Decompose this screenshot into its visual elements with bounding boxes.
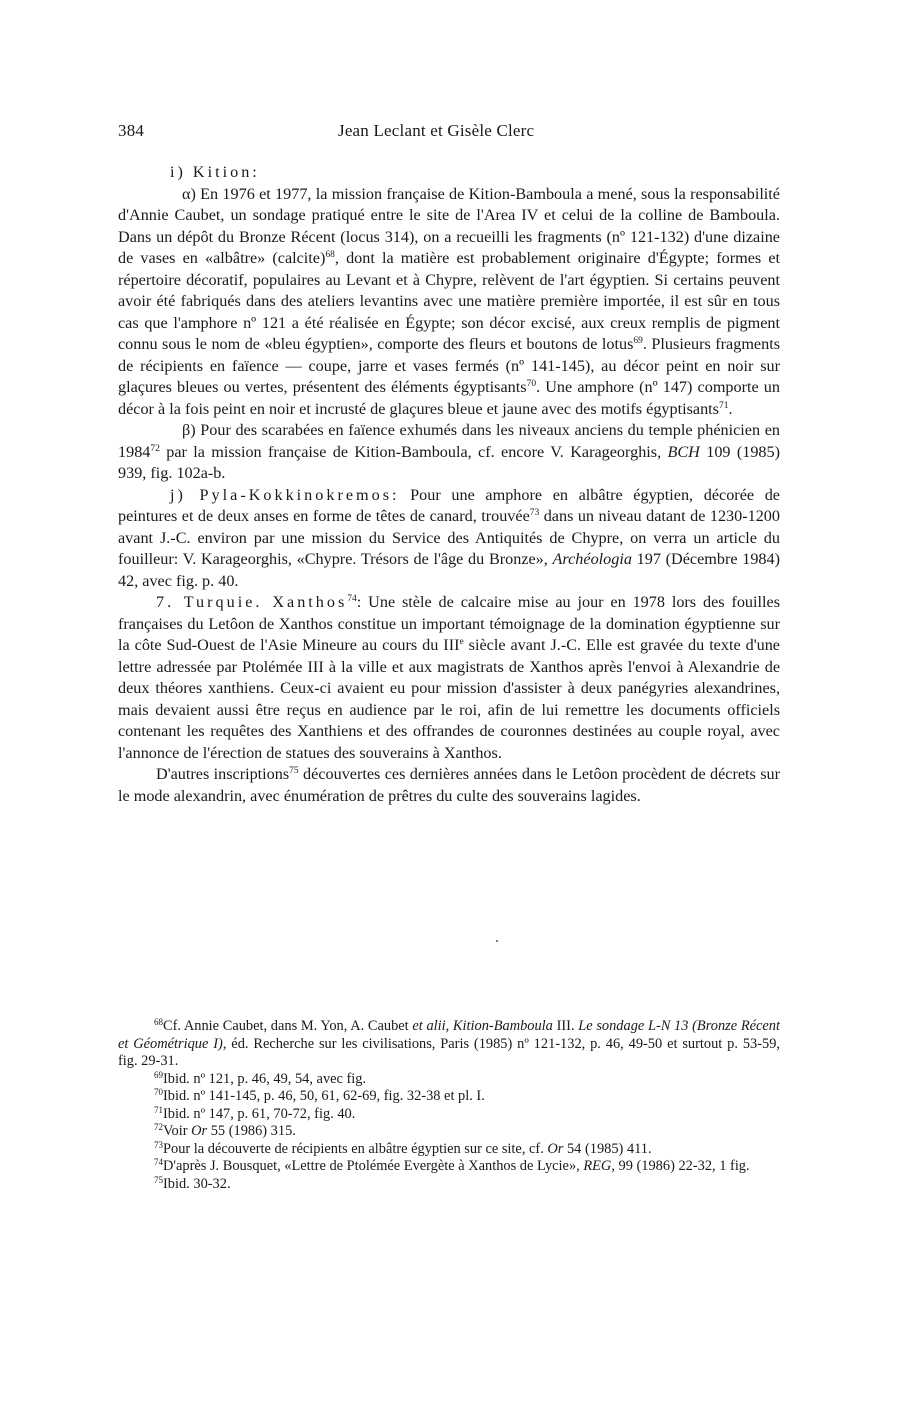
footnote-ref-71: 71 — [718, 400, 729, 411]
running-head: Jean Leclant et Gisèle Clerc — [338, 121, 535, 140]
footnote-69: $^{69}$Ibid. nº 121, p. 46, 49, 54, avec fig. — [154, 1069, 367, 1087]
footnote-ref-70: 70 — [526, 379, 537, 389]
footnote-72: $^{72}$Voir Or 55 (1986) 315. — [154, 1122, 296, 1139]
footnote-70: $^{70}$Ibid. nº 141-145, p. 46, 50, 61, 62-69, fig. 32-38 et pl. I. — [154, 1087, 485, 1104]
footnote-ref-69: 69 — [633, 336, 643, 346]
page-number: 384 — [118, 121, 145, 140]
main-text — [118, 162, 780, 807]
paragraph-pyla: j) Pyla-Kokkinokremos: Pour une amphore en albâtre égyptien, décorée de peintures et de deux anses en forme de têtes de canard, trouvée$^{73}$ dans un niveau datant de 1230-1200 avant J.-C. environ par une mission du Service des Antiquités de Chypre, on verra un article du fouilleur: V. Karageorghis, «Chypre. Trésors de l'âge du Bronze», Archéologia 197 (Décembre 1984) 42, avec fig. p. 40. — [118, 485, 780, 590]
footnote-71: $^{71}$Ibid. nº 147, p. 61, 70-72, fig. 40. — [154, 1104, 356, 1122]
section-kition-label: i) Kition: — [170, 163, 260, 181]
footnote-ref-68: 68 — [325, 250, 335, 260]
footnote-74: $^{74}$D'après J. Bousquet, «Lettre de Ptolémée Evergète à Xanthos de Lycie», REG, 99 (1986) 22-32, 1 fig. — [154, 1157, 750, 1174]
footnote-75: $^{75}$Ibid. 30-32. — [154, 1174, 231, 1192]
footnote-ref-75: 75 — [289, 766, 299, 776]
paragraph-kition-beta: β) Pour des scarabées en faïence exhumés dans les niveaux anciens du temple phénicien en 1984$^{72}$ par la mission française de Kition-Bamboula, cf. encore V. Karageorghis, BCH 109 (1985) 939, fig. 102a-b. — [118, 421, 781, 482]
footnote-68: $^{68}$Cf. Annie Caubet, dans M. Yon, A. Caubet et alii, Kition-Bamboula III. Le sondage L-N 13 (Bronze Récent et Géométrique I), éd. Recherche sur les civilisations, Paris (1985) nº 121-132, p. 46, 49-50 et surtout p. 53-59, fig. 29-31. — [118, 1017, 781, 1069]
footnotes — [118, 1018, 780, 1193]
footnote-ref-72: 72 — [150, 443, 160, 454]
paragraph-turquie: 7. Turquie. Xanthos$^{74}$: Une stèle de calcaire mise au jour en 1978 lors des fouilles françaises du Letôon de Xanthos constitue un important témoignage de la domination égyptienne sur la côte Sud-Ouest de l'Asie Mineure au cours du IIIe siècle avant J.-C. Elle est gravée du texte d'une lettre adressée par Ptolémée III à la ville et aux magistrats de Xanthos après l'envoi à Alexandrie de deux théores xanthiens. Ceux-ci avaient eu pour mission d'assister à deux panégyries alexandrines, mais devaient aussi être reçus en audience par le roi, afin de lui remettre les documents officiels contenant les requêtes des Xanthiens et des offrandes de couronnes destinées au couple royal, avec l'annonce de l'érection de statues des souverains à Xanthos. — [118, 593, 780, 762]
footnote-73: $^{73}$Pour la découverte de récipients en albâtre égyptien sur ce site, cf. Or 54 (1985) 411. — [154, 1139, 652, 1157]
stray-mark — [496, 940, 498, 942]
paragraph-inscriptions: D'autres inscriptions$^{75}$ découvertes ces dernières années dans le Letôon procèdent de décrets sur le mode alexandrin, avec énumération de prêtres du culte des souverains lagides. — [118, 765, 780, 805]
footnote-ref-73: 73 — [529, 508, 540, 518]
footnote-ref-74: 74 — [347, 594, 357, 604]
paragraph-kition-alpha: α) En 1976 et 1977, la mission française de Kition-Bamboula a mené, sous la responsabilité d'Annie Caubet, un sondage pratiqué entre le site de l'Area IV et celui de la colline de Bamboula. Dans un dépôt du Bronze Récent (locus 314), on a recueilli les fragments (nº 121-132) d'une dizaine de vases en «albâtre» (calcite)$^{68}$, dont la matière est probablement originaire d'Égypte; formes et répertoire décoratif, populaires au Levant et à Chypre, relèvent de l'art égyptien. Si certains peuvent avoir été fabriqués dans des ateliers levantins avec une matière première importée, il est sûr en tous cas que l'amphore nº 121 a été réalisée en Égypte; son décor excisé, aux creux remplis de pigment connu sous le nom de «bleu égyptien», comporte des fleurs et boutons de lotus$^{69}$. Plusieurs fragments de récipients en faïence — coupe, jarre et vases fermés (nº 141-145), au décor peint en noir sur glaçures bleues ou vertes, présentent des éléments égyptisants$^{70}$. Une amphore (nº 147) comporte un décor à la fois peint en noir et incrusté de glaçures bleue et jaune avec des motifs égyptisants$^{71}$. — [118, 184, 781, 418]
